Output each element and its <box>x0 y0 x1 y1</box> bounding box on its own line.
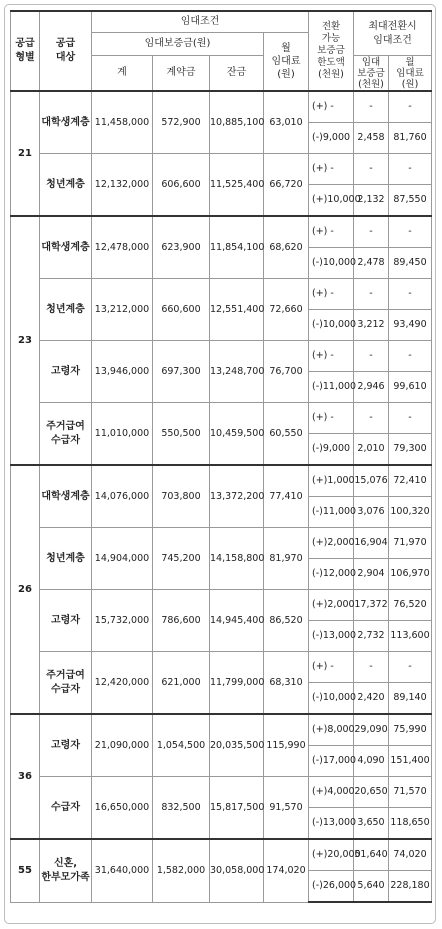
max-rent-plus-cell: - <box>389 216 432 248</box>
deposit-balance-cell: 10,459,500 <box>210 403 264 466</box>
monthly-rent-cell: 91,570 <box>264 777 309 840</box>
supply-target-cell: 청년계층 <box>40 279 92 341</box>
conversion-limit-plus-cell: (+) - <box>309 216 354 248</box>
monthly-rent-cell: 68,620 <box>264 216 309 279</box>
rent-terms-table <box>10 10 432 903</box>
supply-target-cell: 주거급여 수급자 <box>40 652 92 715</box>
table-row <box>11 714 432 746</box>
max-rent-minus-cell: 89,450 <box>389 248 432 279</box>
deposit-contract-cell: 786,600 <box>153 590 210 652</box>
supply-target-cell: 대학생계층 <box>40 465 92 528</box>
max-deposit-plus-cell: - <box>354 154 389 185</box>
deposit-balance-cell: 12,551,400 <box>210 279 264 341</box>
max-deposit-minus-cell: 2,946 <box>354 372 389 403</box>
max-rent-plus-cell: 76,520 <box>389 590 432 621</box>
max-deposit-plus-cell: 17,372 <box>354 590 389 621</box>
table-row <box>11 279 432 310</box>
conversion-limit-plus-cell: (+)1,000 <box>309 465 354 497</box>
supply-target-cell: 청년계층 <box>40 528 92 590</box>
max-deposit-plus-cell: - <box>354 216 389 248</box>
conversion-limit-plus-cell: (+) - <box>309 652 354 683</box>
monthly-rent-cell: 174,020 <box>264 839 309 902</box>
conversion-limit-plus-cell: (+) - <box>309 341 354 372</box>
max-rent-plus-cell: 74,020 <box>389 839 432 871</box>
deposit-contract-cell: 1,054,500 <box>153 714 210 777</box>
deposit-contract-cell: 832,500 <box>153 777 210 840</box>
conversion-limit-minus-cell: (-)26,000 <box>309 871 354 903</box>
max-deposit-minus-cell: 2,478 <box>354 248 389 279</box>
header-max-conversion: 최대전환시 임대조건 <box>354 11 432 56</box>
max-deposit-minus-cell: 2,732 <box>354 621 389 652</box>
max-rent-minus-cell: 99,610 <box>389 372 432 403</box>
header-total: 계 <box>92 56 153 92</box>
max-rent-plus-cell: - <box>389 91 432 123</box>
supply-target-cell: 주거급여 수급자 <box>40 403 92 466</box>
conversion-limit-plus-cell: (+) - <box>309 403 354 434</box>
supply-type-cell: 26 <box>11 465 40 714</box>
max-rent-plus-cell: - <box>389 403 432 434</box>
deposit-balance-cell: 13,372,200 <box>210 465 264 528</box>
conversion-limit-plus-cell: (+) - <box>309 279 354 310</box>
table-row <box>11 590 432 621</box>
conversion-limit-plus-cell: (+)20,000 <box>309 839 354 871</box>
deposit-total-cell: 14,076,000 <box>92 465 153 528</box>
deposit-total-cell: 15,732,000 <box>92 590 153 652</box>
conversion-limit-minus-cell: (-)10,000 <box>309 248 354 279</box>
deposit-balance-cell: 10,885,100 <box>210 91 264 154</box>
deposit-total-cell: 12,132,000 <box>92 154 153 217</box>
table-row <box>11 528 432 559</box>
max-rent-plus-cell: - <box>389 341 432 372</box>
max-rent-minus-cell: 106,970 <box>389 559 432 590</box>
max-deposit-minus-cell: 2,458 <box>354 123 389 154</box>
deposit-balance-cell: 11,525,400 <box>210 154 264 217</box>
deposit-contract-cell: 1,582,000 <box>153 839 210 902</box>
supply-target-cell: 대학생계층 <box>40 216 92 279</box>
max-deposit-minus-cell: 4,090 <box>354 746 389 777</box>
conversion-limit-minus-cell: (-)12,000 <box>309 559 354 590</box>
monthly-rent-cell: 60,550 <box>264 403 309 466</box>
supply-type-cell: 55 <box>11 839 40 902</box>
deposit-total-cell: 31,640,000 <box>92 839 153 902</box>
max-deposit-plus-cell: 29,090 <box>354 714 389 746</box>
deposit-balance-cell: 15,817,500 <box>210 777 264 840</box>
max-deposit-minus-cell: 3,076 <box>354 497 389 528</box>
monthly-rent-cell: 81,970 <box>264 528 309 590</box>
max-rent-plus-cell: - <box>389 279 432 310</box>
deposit-contract-cell: 606,600 <box>153 154 210 217</box>
max-rent-minus-cell: 89,140 <box>389 683 432 715</box>
header-conversion-limit: 전환 가능 보증금 한도액 (천원) <box>309 11 354 91</box>
conversion-limit-minus-cell: (-)9,000 <box>309 434 354 466</box>
max-rent-minus-cell: 79,300 <box>389 434 432 466</box>
monthly-rent-cell: 77,410 <box>264 465 309 528</box>
monthly-rent-cell: 86,520 <box>264 590 309 652</box>
conversion-limit-minus-cell: (-)11,000 <box>309 372 354 403</box>
header-contract: 계약금 <box>153 56 210 92</box>
max-deposit-minus-cell: 5,640 <box>354 871 389 903</box>
max-deposit-minus-cell: 2,420 <box>354 683 389 715</box>
deposit-contract-cell: 572,900 <box>153 91 210 154</box>
table-row <box>11 341 432 372</box>
max-rent-minus-cell: 87,550 <box>389 185 432 217</box>
max-rent-plus-cell: 72,410 <box>389 465 432 497</box>
max-deposit-plus-cell: 15,076 <box>354 465 389 497</box>
supply-type-cell: 36 <box>11 714 40 839</box>
supply-target-cell: 청년계층 <box>40 154 92 217</box>
table-row <box>11 91 432 123</box>
conversion-limit-plus-cell: (+)2,000 <box>309 528 354 559</box>
max-rent-plus-cell: - <box>389 154 432 185</box>
supply-target-cell: 수급자 <box>40 777 92 840</box>
conversion-limit-minus-cell: (-)13,000 <box>309 808 354 840</box>
max-deposit-minus-cell: 3,212 <box>354 310 389 341</box>
deposit-total-cell: 16,650,000 <box>92 777 153 840</box>
conversion-limit-minus-cell: (-)10,000 <box>309 683 354 715</box>
monthly-rent-cell: 63,010 <box>264 91 309 154</box>
table-row <box>11 465 432 497</box>
header-rent-terms: 임대조건 <box>92 11 309 33</box>
max-deposit-plus-cell: 51,640 <box>354 839 389 871</box>
max-rent-minus-cell: 228,180 <box>389 871 432 903</box>
deposit-balance-cell: 30,058,000 <box>210 839 264 902</box>
table-row <box>11 403 432 434</box>
deposit-contract-cell: 550,500 <box>153 403 210 466</box>
monthly-rent-cell: 68,310 <box>264 652 309 715</box>
deposit-balance-cell: 20,035,500 <box>210 714 264 777</box>
deposit-balance-cell: 14,945,400 <box>210 590 264 652</box>
max-rent-minus-cell: 151,400 <box>389 746 432 777</box>
conversion-limit-minus-cell: (-)11,000 <box>309 497 354 528</box>
deposit-total-cell: 12,478,000 <box>92 216 153 279</box>
max-rent-plus-cell: 71,570 <box>389 777 432 808</box>
supply-target-cell: 고령자 <box>40 341 92 403</box>
deposit-balance-cell: 11,799,000 <box>210 652 264 715</box>
max-rent-minus-cell: 93,490 <box>389 310 432 341</box>
conversion-limit-plus-cell: (+) - <box>309 154 354 185</box>
deposit-balance-cell: 14,158,800 <box>210 528 264 590</box>
deposit-total-cell: 11,010,000 <box>92 403 153 466</box>
deposit-total-cell: 21,090,000 <box>92 714 153 777</box>
deposit-contract-cell: 697,300 <box>153 341 210 403</box>
monthly-rent-cell: 76,700 <box>264 341 309 403</box>
deposit-total-cell: 14,904,000 <box>92 528 153 590</box>
header-max-rent: 월 임대료 (원) <box>389 56 432 92</box>
deposit-total-cell: 13,946,000 <box>92 341 153 403</box>
max-deposit-plus-cell: 16,904 <box>354 528 389 559</box>
monthly-rent-cell: 72,660 <box>264 279 309 341</box>
max-deposit-minus-cell: 2,132 <box>354 185 389 217</box>
header-supply-type: 공급 형별 <box>11 11 40 91</box>
header-supply-target: 공급 대상 <box>40 11 92 91</box>
max-deposit-minus-cell: 3,650 <box>354 808 389 840</box>
deposit-contract-cell: 623,900 <box>153 216 210 279</box>
max-rent-plus-cell: - <box>389 652 432 683</box>
supply-type-cell: 21 <box>11 91 40 216</box>
header-monthly-rent: 월 임대료 (원) <box>264 33 309 92</box>
deposit-contract-cell: 621,000 <box>153 652 210 715</box>
header-max-deposit: 임대 보증금 (천원) <box>354 56 389 92</box>
table-row <box>11 839 432 871</box>
conversion-limit-minus-cell: (+)10,000 <box>309 185 354 217</box>
deposit-total-cell: 12,420,000 <box>92 652 153 715</box>
conversion-limit-plus-cell: (+)4,000 <box>309 777 354 808</box>
table-row <box>11 777 432 808</box>
header-deposit: 임대보증금(원) <box>92 33 264 56</box>
header-balance: 잔금 <box>210 56 264 92</box>
max-rent-plus-cell: 71,970 <box>389 528 432 559</box>
max-deposit-plus-cell: - <box>354 403 389 434</box>
max-rent-plus-cell: 75,990 <box>389 714 432 746</box>
deposit-balance-cell: 11,854,100 <box>210 216 264 279</box>
max-rent-minus-cell: 113,600 <box>389 621 432 652</box>
deposit-contract-cell: 703,800 <box>153 465 210 528</box>
supply-target-cell: 대학생계층 <box>40 91 92 154</box>
monthly-rent-cell: 115,990 <box>264 714 309 777</box>
max-deposit-minus-cell: 2,010 <box>354 434 389 466</box>
deposit-total-cell: 11,458,000 <box>92 91 153 154</box>
supply-target-cell: 신혼, 한부모가족 <box>40 839 92 902</box>
conversion-limit-minus-cell: (-)9,000 <box>309 123 354 154</box>
max-deposit-plus-cell: - <box>354 91 389 123</box>
conversion-limit-minus-cell: (-)10,000 <box>309 310 354 341</box>
max-deposit-plus-cell: - <box>354 652 389 683</box>
deposit-balance-cell: 13,248,700 <box>210 341 264 403</box>
conversion-limit-plus-cell: (+)2,000 <box>309 590 354 621</box>
monthly-rent-cell: 66,720 <box>264 154 309 217</box>
deposit-contract-cell: 660,600 <box>153 279 210 341</box>
max-deposit-plus-cell: - <box>354 341 389 372</box>
conversion-limit-minus-cell: (-)17,000 <box>309 746 354 777</box>
supply-target-cell: 고령자 <box>40 590 92 652</box>
max-deposit-minus-cell: 2,904 <box>354 559 389 590</box>
table-row <box>11 154 432 185</box>
supply-type-cell: 23 <box>11 216 40 465</box>
conversion-limit-plus-cell: (+) - <box>309 91 354 123</box>
max-rent-minus-cell: 100,320 <box>389 497 432 528</box>
conversion-limit-plus-cell: (+)8,000 <box>309 714 354 746</box>
max-deposit-plus-cell: 20,650 <box>354 777 389 808</box>
supply-target-cell: 고령자 <box>40 714 92 777</box>
deposit-total-cell: 13,212,000 <box>92 279 153 341</box>
max-rent-minus-cell: 118,650 <box>389 808 432 840</box>
conversion-limit-minus-cell: (-)13,000 <box>309 621 354 652</box>
table-row <box>11 216 432 248</box>
deposit-contract-cell: 745,200 <box>153 528 210 590</box>
table-row <box>11 652 432 683</box>
max-deposit-plus-cell: - <box>354 279 389 310</box>
max-rent-minus-cell: 81,760 <box>389 123 432 154</box>
